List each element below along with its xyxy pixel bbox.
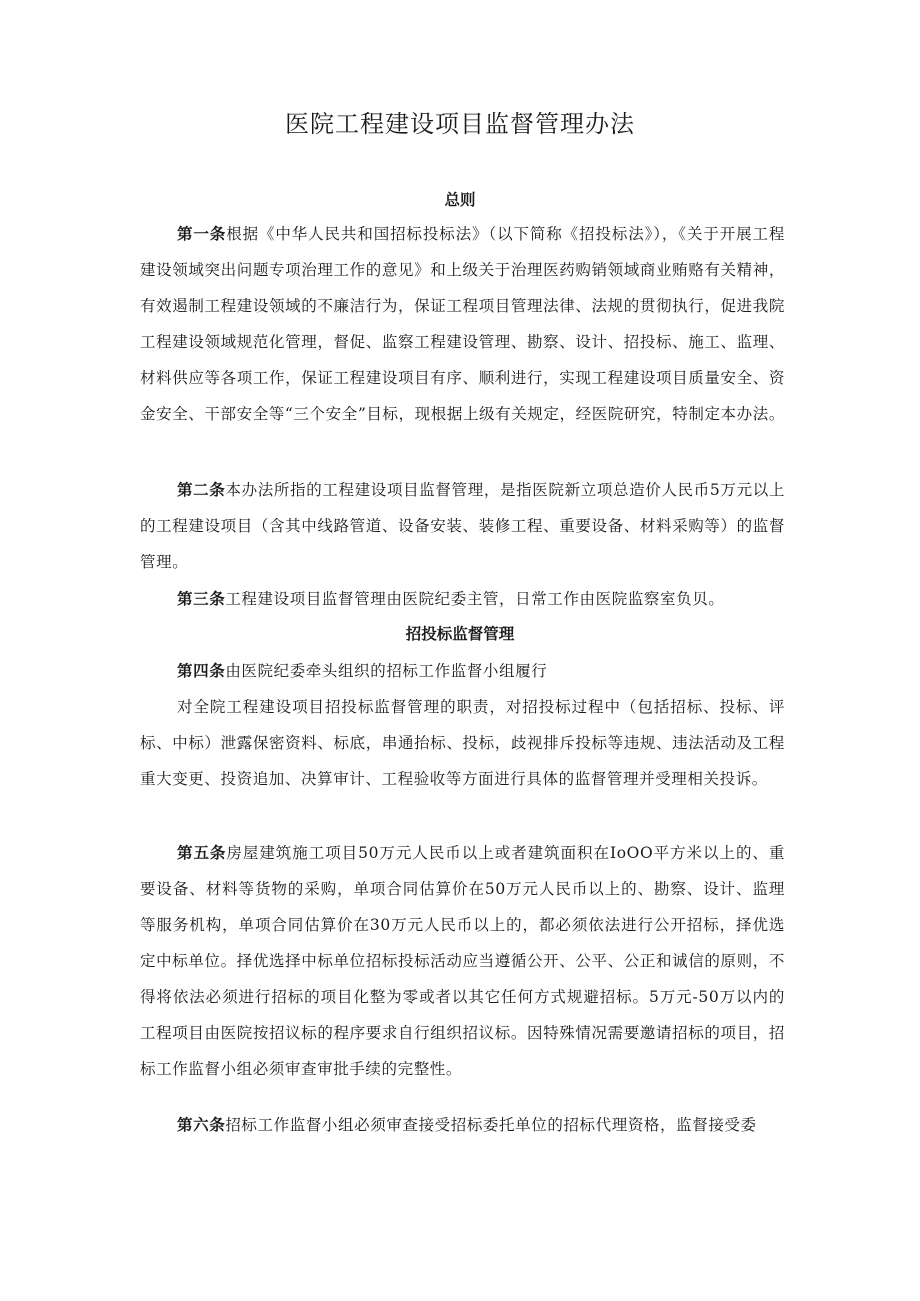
article-4-text: 由医院纪委牵头组织的招标工作监督小组履行 — [225, 662, 548, 680]
article-4-label: 第四条 — [177, 661, 226, 680]
section-heading-bidding: 招投标监督管理 — [405, 624, 515, 643]
article-2-label: 第二条 — [177, 480, 226, 499]
article-6 — [140, 1107, 785, 1143]
article-4 — [140, 653, 785, 689]
article-5-label: 第五条 — [177, 843, 227, 862]
article-3-text: 工程建设项目监督管理由医院纪委主管，日常工作由医院监察室负贝。 — [225, 590, 725, 608]
article-1-text: 根据《中华人民共和国招标投标法》（以下简称《招投标法》），《关于开展工程建设领域突出问题专项治理工作的意见》和上级关于治理医药购销领域商业贿赂有关精神，有效遏制工程建设领域的不廉洁行为，保证工程项目管理法律、法规的贯彻执行，促进我院工程建设领域规范化管理，督促、监察工程建设管理、勘察、设计、招投标、施工、监理、材料供应等各项工作，保证工程建设项目有序、顺利进行，实现工程建设项目质量安全、资金安全、干部安全等“三个安全”目标，现根据上级有关规定，经医院研究，特制定本办法。 — [140, 225, 785, 423]
article-4-continuation: 对全院工程建设项目招投标监督管理的职责，对招投标过程中（包括招标、投标、评标、中标）泄露保密资料、标底，串通抬标、投标，歧视排斥投标等违规、违法活动及工程重大变更、投资追加、决算审计、工程验收等方面进行具体的监督管理并受理相关投诉。 — [140, 698, 785, 788]
article-1 — [140, 216, 785, 432]
article-5 — [140, 835, 785, 1087]
article-3 — [140, 581, 785, 617]
section-heading-general: 总则 — [444, 190, 476, 209]
article-2-text: 本办法所指的工程建设项目监督管理，是指医院新立项总造价人民币5万元以上的工程建设项目（含其中线路管道、设备安装、装修工程、重要设备、材料采购等）的监督管理。 — [140, 481, 785, 571]
article-6-text: 招标工作监督小组必须审查接受招标委托单位的招标代理资格，监督接受委 — [225, 1116, 757, 1134]
article-6-label: 第六条 — [177, 1115, 226, 1134]
article-3-label: 第三条 — [177, 589, 226, 608]
article-1-label: 第一条 — [177, 224, 227, 243]
article-2 — [140, 472, 785, 580]
article-5-text: 房屋建筑施工项目50万元人民币以上或者建筑面积在IoOO平方米以上的、重要设备、材料等货物的采购，单项合同估算价在50万元人民币以上的、勘察、设计、监理等服务机构，单项合同估算价在30万元人民币以上的，都必须依法进行公开招标，择优选定中标单位。择优选择中标单位招标投标活动应当遵循公开、公平、公正和诚信的原则，不得将依法必须进行招标的项目化整为零或者以其它任何方式规避招标。5万元-50万以内的工程项目由医院按招议标的程序要求自行组织招议标。因特殊情况需要邀请招标的项目，招标工作监督小组必须审查审批手续的完整性。 — [140, 844, 785, 1078]
document-title: 医院工程建设项目监督管理办法 — [285, 110, 635, 138]
